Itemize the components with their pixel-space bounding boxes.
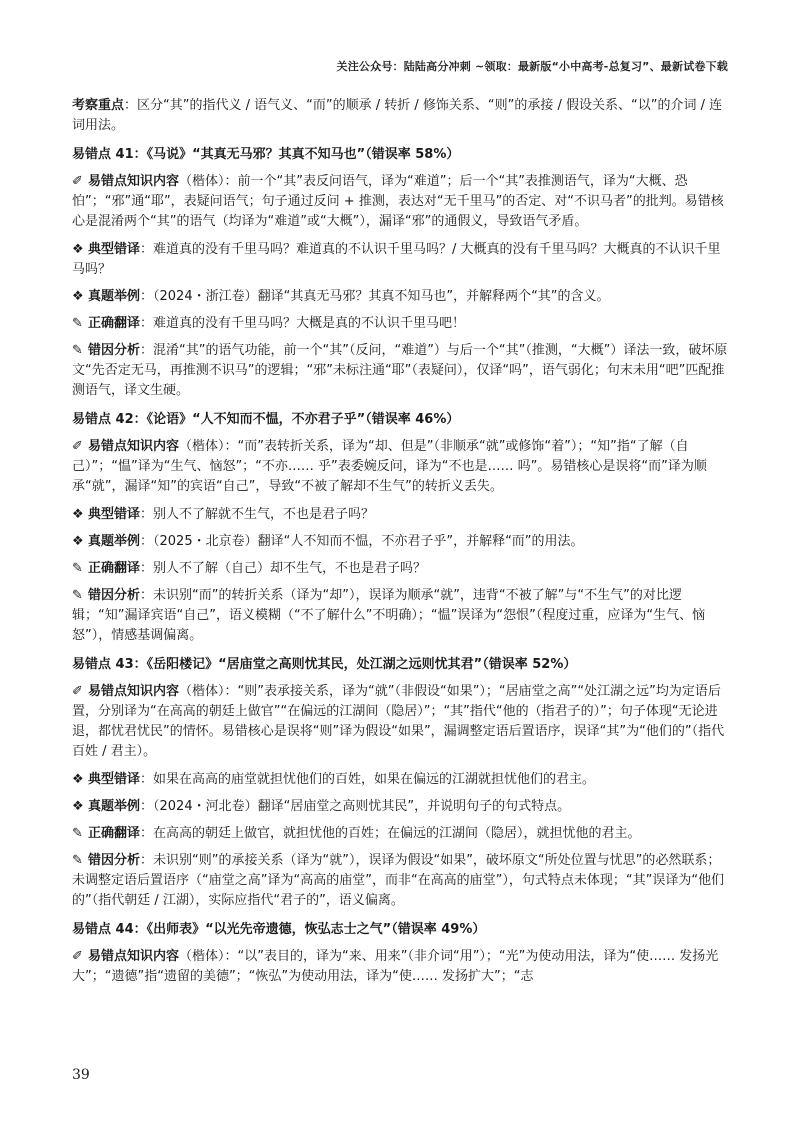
typical-text: ：如果在高高的庙堂就担忧他们的百姓，如果在偏远的江湖就担忧他们的君主。 [140, 772, 596, 787]
diamond-bullet-icon: ❖ [72, 242, 84, 257]
correct-paragraph [72, 559, 732, 579]
diamond-bullet-icon: ❖ [72, 799, 84, 814]
error-item-title: 易错点 41：《马说》“其真无马邪？其真不知马也”（错误率 58%） [72, 147, 460, 162]
example-label: 真题举例 [88, 289, 141, 304]
correct-paragraph [72, 314, 732, 334]
analysis-text: ：未识别“而”的转折关系（译为“却”），误译为顺承“就”，违背“不被了解”与“不生气”的对比逻辑；“知”漏译宾语“自己”，语义模糊（“不了解什么”不明确）；“愠”误译为“怨恨”（程度过重，应译为“生气、恼怒”），情感基调偏离。 [72, 588, 706, 643]
knowledge-label: 易错点知识内容 [88, 439, 180, 454]
document-body [72, 96, 732, 995]
knowledge-label: 易错点知识内容 [88, 949, 180, 964]
error-item-title: 易错点 43：《岳阳楼记》“居庙堂之高则忧其民，处江湖之远则忧其君”（错误率 52%） [72, 657, 577, 672]
analysis-label: 错因分析 [88, 853, 141, 868]
pencil-icon: ✐ [72, 174, 83, 189]
error-item-41 [72, 145, 732, 401]
knowledge-paragraph [72, 172, 732, 232]
knowledge-label: 易错点知识内容 [88, 684, 180, 699]
typical-paragraph [72, 770, 732, 790]
analysis-text: ：混淆“其”的语气功能，前一个“其”（反问，“难道”）与后一个“其”（推测，“大概”）译法一致，破坏原文“先否定无马，再推测不识马”的逻辑；“邪”未标注通“耶”（表疑问），仅译“吗”，语气弱化；句末未用“吧”匹配推测语气，译文生硬。 [72, 343, 728, 398]
typical-label: 典型错译 [88, 242, 141, 257]
pen-icon: ✎ [72, 826, 83, 841]
error-item-title: 易错点 44：《出师表》“以光先帝遗德，恢弘志士之气”（错误率 49%） [72, 922, 486, 937]
example-label: 真题举例 [88, 534, 141, 549]
focus-text: ：区分“其”的指代义 / 语气义、“而”的顺承 / 转折 / 修饰关系、“则”的承接 / 假设关系、“以”的介词 / 连词用法。 [72, 98, 723, 133]
pen-icon: ✎ [72, 561, 83, 576]
analysis-label: 错因分析 [88, 343, 141, 358]
focus-paragraph [72, 96, 732, 136]
example-text: ：（2025・北京卷）翻译“人不知而不愠，不亦君子乎”，并解释“而”的用法。 [140, 534, 584, 549]
analysis-label: 错因分析 [88, 588, 141, 603]
page-header: 关注公众号：陆陆高分冲刺 ~领取：最新版“小中高考-总复习”、最新试卷下载 [336, 60, 728, 73]
correct-paragraph [72, 824, 732, 844]
pen-icon: ✎ [72, 588, 83, 603]
example-label: 真题举例 [88, 799, 141, 814]
typical-text: ：别人不了解就不生气，不也是君子吗？ [140, 507, 375, 522]
analysis-paragraph [72, 586, 732, 646]
typical-paragraph [72, 240, 732, 280]
example-paragraph [72, 532, 732, 552]
error-item-42 [72, 410, 732, 646]
error-item-title: 易错点 42：《论语》“人不知而不愠，不亦君子乎”（错误率 46%） [72, 412, 460, 427]
correct-label: 正确翻译 [88, 826, 141, 841]
error-item-44 [72, 920, 732, 987]
example-paragraph [72, 797, 732, 817]
typical-text: ：难道真的没有千里马吗？难道真的不认识千里马吗？/ 大概真的没有千里马吗？大概真的不认识千里马吗？ [72, 242, 721, 277]
diamond-bullet-icon: ❖ [72, 507, 84, 522]
typical-label: 典型错译 [88, 507, 141, 522]
knowledge-text: （楷体）：前一个“其”表反问语气，译为“难道”；后一个“其”表推测语气，译为“大概、恐怕”；“邪”通“耶”，表疑问语气；句子通过反问 + 推测，表达对“无千里马”的否定、对“不识马者”的批判。易错核心是混淆两个“其”的语气（均译为“难道”或“大概”），漏译“邪”的通假义，导致语气矛盾。 [72, 174, 724, 229]
correct-text: ：别人不了解（自己）却不生气，不也是君子吗？ [140, 561, 427, 576]
pencil-icon: ✐ [72, 949, 83, 964]
typical-label: 典型错译 [88, 772, 141, 787]
knowledge-paragraph [72, 682, 732, 762]
page-number: 39 [72, 1067, 90, 1083]
knowledge-paragraph [72, 947, 732, 987]
pencil-icon: ✐ [72, 439, 83, 454]
correct-label: 正确翻译 [88, 316, 141, 331]
pen-icon: ✎ [72, 853, 83, 868]
pen-icon: ✎ [72, 316, 83, 331]
correct-text: ：难道真的没有千里马吗？大概是真的不认识千里马吧！ [140, 316, 466, 331]
diamond-bullet-icon: ❖ [72, 534, 84, 549]
analysis-paragraph [72, 851, 732, 911]
knowledge-text: （楷体）：“而”表转折关系，译为“却、但是”（非顺承“就”或修饰“着”）；“知”指“了解（自己）”；“愠”译为“生气、恼怒”；“不亦…… 乎”表委婉反问，译为“不也是…… 吗”。易错核心是误将“而”译为顺承“就”，漏译“知”的宾语“自己”，导致“不被了解却不生气”的转折义丢失。 [72, 439, 707, 494]
correct-label: 正确翻译 [88, 561, 141, 576]
pen-icon: ✎ [72, 343, 83, 358]
focus-label: 考察重点 [72, 98, 125, 113]
knowledge-paragraph [72, 437, 732, 497]
example-text: ：（2024・河北卷）翻译“居庙堂之高则忧其民”，并说明句子的句式特点。 [140, 799, 571, 814]
analysis-text: ：未识别“则”的承接关系（译为“就”），误译为假设“如果”，破坏原文“所处位置与忧思”的必然联系；未调整定语后置语序（“庙堂之高”译为“高高的庙堂”，而非“在高高的庙堂”），句式特点未体现；“其”误译为“他们的”（指代朝廷 / 江湖），实际应指代“君子的”，语义偏离。 [72, 853, 725, 908]
example-text: ：（2024・浙江卷）翻译“其真无马邪？其真不知马也”，并解释两个“其”的含义。 [140, 289, 610, 304]
diamond-bullet-icon: ❖ [72, 772, 84, 787]
analysis-paragraph [72, 341, 732, 401]
error-item-43 [72, 655, 732, 911]
knowledge-text: （楷体）：“则”表承接关系，译为“就”（非假设“如果”）；“居庙堂之高”“处江湖之远”均为定语后置，分别译为“在高高的朝廷上做官”“在偏远的江湖间（隐居）”；“其”指代“他的（指君子的）”；句子体现“无论进退，都忧君忧民”的情怀。易错核心是误将“则”译为假设“如果”，漏调整定语后置语序，误译“其”为“他们的”（指代百姓 / 君主）。 [72, 684, 725, 759]
typical-paragraph [72, 505, 732, 525]
correct-text: ：在高高的朝廷上做官，就担忧他的百姓；在偏远的江湖间（隐居），就担忧他的君主。 [140, 826, 641, 841]
knowledge-label: 易错点知识内容 [88, 174, 180, 189]
example-paragraph [72, 287, 732, 307]
pencil-icon: ✐ [72, 684, 83, 699]
knowledge-text: （楷体）：“以”表目的，译为“来、用来”（非介词“用”）；“光”为使动用法，译为“使…… 发扬光大”；“遗德”指“遗留的美德”；“恢弘”为使动用法，译为“使…… 发扬扩大”；“志 [72, 949, 719, 984]
diamond-bullet-icon: ❖ [72, 289, 84, 304]
